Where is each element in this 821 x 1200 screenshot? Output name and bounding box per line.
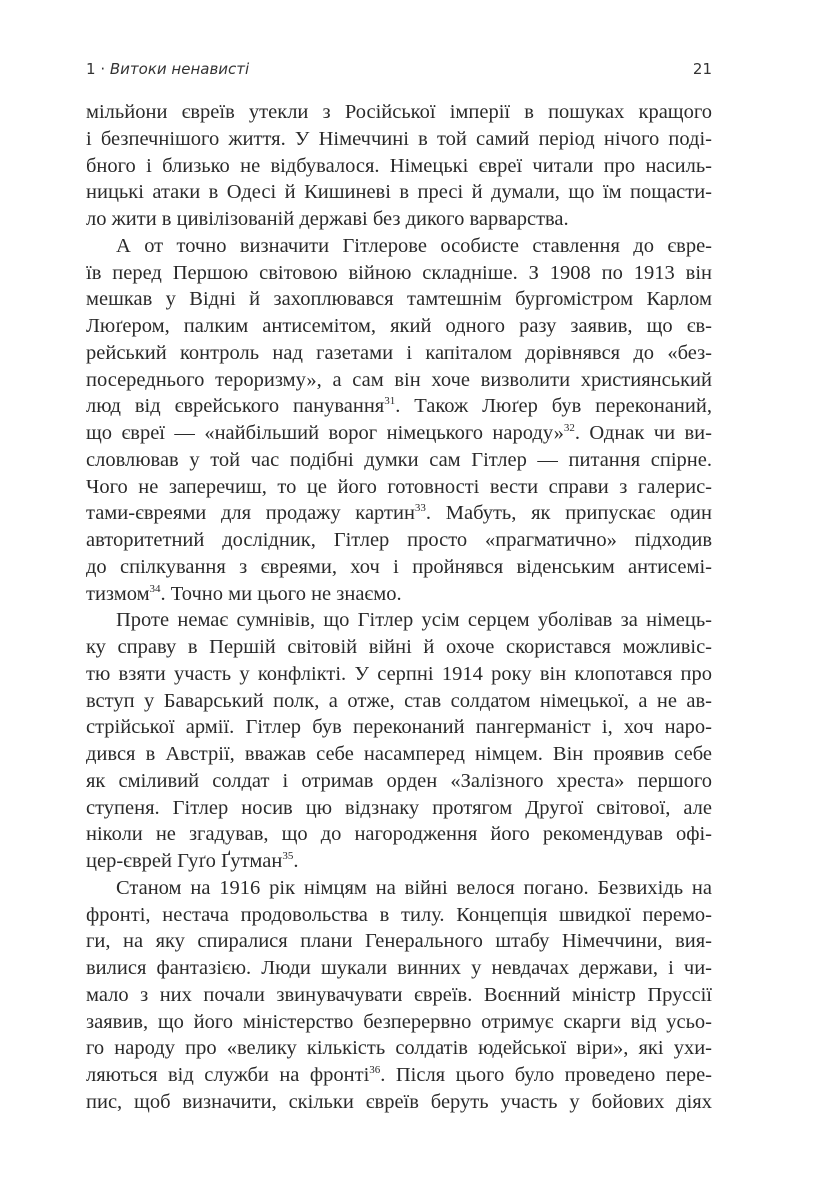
text-line [86,420,712,447]
line-text: як сміливий солдат і отримав орден «Залізного хреста» першого [86,769,712,792]
text-line [86,447,712,474]
text-line [86,1035,712,1062]
line-text: . Точно ми цього не знаємо. [160,582,402,605]
footnote-reference: 33 [414,502,426,515]
paragraph [86,99,712,233]
text-line [86,902,712,929]
paragraph [86,875,712,1116]
line-text: . Після цього було проведено пере- [380,1064,712,1086]
text-line [86,688,712,715]
line-text: заявив, що його міністерство безперервно отримує скарги від усьо- [86,1010,712,1033]
line-text: ло жити в цивілізованій державі без дикого варварства. [86,208,569,230]
chapter-heading [86,60,249,78]
text-line [86,741,712,768]
line-text: А от точно визначити Гітлерове особисте ставлення до євре- [116,234,712,257]
text-line [86,179,712,206]
text-line [86,340,712,367]
line-text: Станом на 1916 рік німцям на війні велося погано. Безвихідь на [116,876,712,899]
separator: · [100,60,106,78]
text-line [86,821,712,848]
text-line [86,581,712,608]
text-line [86,955,712,982]
line-text: люд від єврейського панування [86,395,385,418]
text-line [86,286,712,313]
text-line [86,1009,712,1036]
line-text: ницькі атаки в Одесі й Кишиневі в пресі й думали, що їм пощасти- [86,181,712,204]
line-text: . [293,850,299,872]
text-line [86,233,712,260]
chapter-number: 1 [86,60,96,78]
line-text: словлював у той час подібні думки сам Гітлер — питання спірне. [86,448,712,471]
text-line [86,554,712,581]
line-text: стрійської армії. Гітлер був переконаний пангерманіст і, хоч наро- [86,716,712,739]
text-line [86,313,712,340]
text-line [86,875,712,902]
line-text: тю взяти участь у конфлікті. У серпні 1914 року він клопотався про [86,662,712,685]
line-text: дився в Австрії, вважав себе насамперед німцем. Він проявив себе [86,743,712,765]
text-line [86,206,712,233]
line-text: Люґером, палким антисемітом, який одного разу заявив, що єв- [86,315,712,337]
text-line [86,527,712,554]
line-text: ляються від служби на фронті [86,1064,370,1086]
line-text: що євреї — «найбільший ворог німецького народу» [86,422,564,444]
line-text: ги, на яку спиралися плани Генерального штабу Німеччини, вия- [86,930,712,953]
line-text: го народу про «велику кількість солдатів юдейської віри», які ухи- [86,1037,712,1060]
footnote-reference: 32 [563,422,575,435]
text-line [86,607,712,634]
text-line [86,1089,712,1116]
line-text: до спілкування з євреями, хоч і пройнявся віденським антисемі- [86,555,712,578]
line-text: вилися фантазією. Люди шукали винних у невдачах держави, і чи- [86,957,712,979]
text-line [86,500,712,527]
text-line [86,367,712,394]
text-line [86,848,712,875]
text-line [86,1062,712,1089]
line-text: їв перед Першою світовою війною складніше. З 1908 по 1913 він [86,261,712,284]
text-line [86,768,712,795]
line-text: . Однак чи ви- [574,422,712,444]
line-text: авторитетний дослідник, Гітлер просто «прагматично» підходив [86,529,712,551]
footnote-reference: 35 [282,850,294,863]
line-text: ступеня. Гітлер носив цю відзнаку протягом Другої світової, але [86,796,712,819]
text-line [86,795,712,822]
line-text: пис, щоб визначити, скільки євреїв беруть участь у бойових діях [86,1090,712,1113]
text-line [86,714,712,741]
line-text: вступ у Баварський полк, а отже, став солдатом німецької, а не ав- [86,689,712,712]
line-text: мільйони євреїв утекли з Російської імперії в пошуках кращого [86,101,712,123]
footnote-reference: 34 [149,582,161,595]
text-line [86,153,712,180]
text-line [86,99,712,126]
paragraph [86,607,712,875]
line-text: . Мабуть, як припускає один [425,502,712,525]
page-body [86,99,712,1116]
page-number: 21 [692,60,712,78]
text-line [86,393,712,420]
text-line [86,474,712,501]
footnote-reference: 31 [384,395,396,408]
line-text: цер-єврей Гуґо Ґутман [86,850,283,872]
line-text: бного і близько не відбувалося. Німецькі євреї читали про насиль- [86,154,712,177]
line-text: тами-євреями для продажу картин [86,502,415,525]
line-text: Чого не заперечиш, то це його готовності вести справи з галерис- [86,475,712,498]
text-line [86,260,712,287]
line-text: . Також Люґер був переконаний, [395,395,712,418]
text-line [86,634,712,661]
line-text: фронті, нестача продовольства в тилу. Концепція швидкої перемо- [86,903,712,926]
line-text: тизмом [86,582,150,605]
line-text: мешкав у Відні й захоплювався тамтешнім бургомістром Карлом [86,288,712,311]
line-text: мало з них почали звинувачувати євреїв. Воєнний міністр Пруссії [86,983,712,1006]
footnote-reference: 36 [369,1064,381,1077]
text-line [86,928,712,955]
line-text: рейський контроль над газетами і капіталом дорівнявся до «без- [86,341,712,364]
line-text: ку справу в Першій світовій війні й охоче скористався можливіс- [86,636,712,658]
text-line [86,982,712,1009]
line-text: і безпечнішого життя. У Німеччині в той самий період нічого поді- [86,127,712,150]
text-line [86,661,712,688]
line-text: ніколи не згадував, що до нагородження його рекомендував офі- [86,823,712,846]
paragraph [86,233,712,608]
text-line [86,126,712,153]
line-text: посереднього тероризму», а сам він хоче визволити християнський [86,368,712,391]
running-header [86,60,712,84]
line-text: Проте немає сумнівів, що Гітлер усім серцем уболівав за німець- [116,609,712,632]
chapter-title: Витоки ненависті [109,60,250,78]
